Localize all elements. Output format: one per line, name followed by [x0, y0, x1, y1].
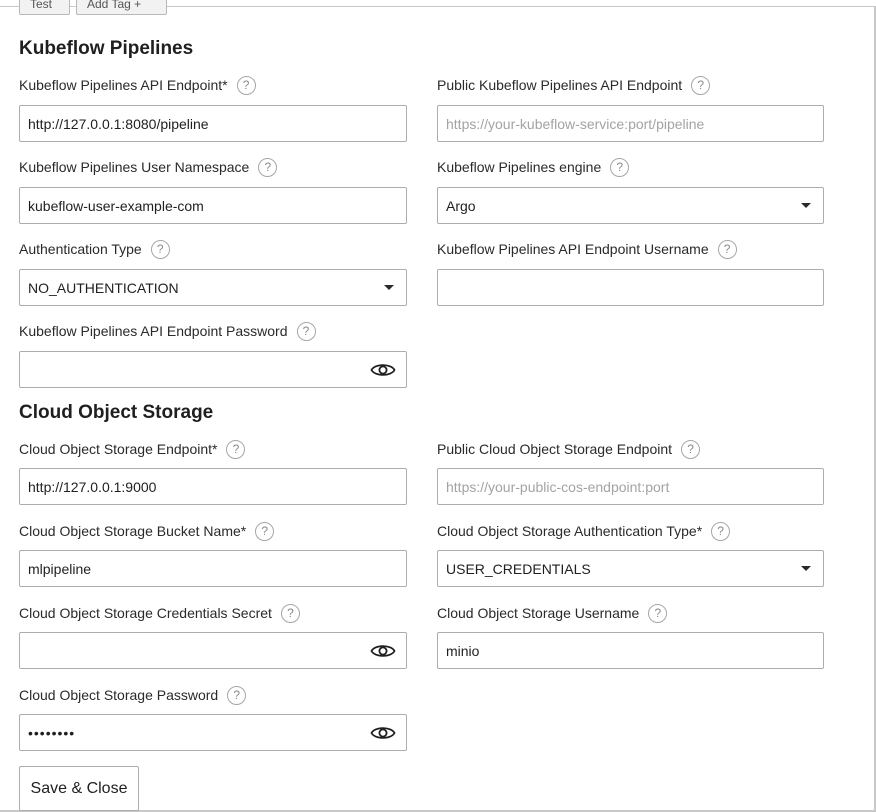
help-icon[interactable]: ?	[718, 240, 737, 259]
kfp-engine-label	[437, 157, 629, 177]
caret-down-icon	[801, 203, 811, 208]
help-icon[interactable]: ?	[227, 686, 246, 705]
caret-down-icon	[801, 566, 811, 571]
kfp-engine-value: Argo	[446, 197, 476, 214]
cos-password-value: ••••••••	[28, 724, 76, 741]
cos-password-label	[19, 685, 246, 705]
cos-endpoint-input[interactable]	[19, 468, 407, 505]
kfp-public-api-endpoint-label	[437, 75, 710, 95]
cos-auth-type-label	[437, 521, 730, 541]
cos-username-input[interactable]	[437, 632, 824, 669]
kfp-api-endpoint-label-text: Kubeflow Pipelines API Endpoint*	[19, 77, 228, 93]
cos-bucket-label	[19, 521, 274, 541]
cos-endpoint-value: http://127.0.0.1:9000	[28, 478, 157, 495]
kfp-public-api-endpoint-label-text: Public Kubeflow Pipelines API Endpoint	[437, 77, 683, 93]
kfp-user-namespace-label-text: Kubeflow Pipelines User Namespace	[19, 159, 250, 175]
cos-auth-type-value: USER_CREDENTIALS	[446, 560, 591, 577]
cos-auth-type-label-text: Cloud Object Storage Authentication Type*	[437, 523, 703, 539]
cos-credentials-secret-label-text: Cloud Object Storage Credentials Secret	[19, 605, 272, 621]
kfp-auth-type-label	[19, 239, 170, 259]
help-icon[interactable]: ?	[151, 240, 170, 259]
help-icon[interactable]: ?	[681, 440, 700, 459]
save-and-close-button[interactable]: Save & Close	[19, 766, 139, 811]
cos-endpoint-label-text: Cloud Object Storage Endpoint*	[19, 441, 218, 457]
kfp-user-namespace-label	[19, 157, 277, 177]
cos-bucket-value: mlpipeline	[28, 560, 92, 577]
section-title-kubeflow: Kubeflow Pipelines	[19, 38, 194, 59]
cos-password-label-text: Cloud Object Storage Password	[19, 687, 219, 703]
help-icon[interactable]: ?	[648, 604, 667, 623]
cos-public-endpoint-input[interactable]	[437, 468, 824, 505]
eye-icon[interactable]	[370, 361, 396, 379]
help-icon[interactable]: ?	[281, 604, 300, 623]
kfp-engine-label-text: Kubeflow Pipelines engine	[437, 159, 602, 175]
cos-endpoint-label	[19, 439, 245, 459]
kfp-engine-select[interactable]	[437, 187, 824, 224]
kfp-api-password-label-text: Kubeflow Pipelines API Endpoint Password	[19, 323, 288, 339]
help-icon[interactable]: ?	[691, 76, 710, 95]
kfp-auth-type-label-text: Authentication Type	[19, 241, 142, 257]
caret-down-icon	[384, 285, 394, 290]
help-icon[interactable]: ?	[297, 322, 316, 341]
cos-public-endpoint-label-text: Public Cloud Object Storage Endpoint	[437, 441, 673, 457]
kfp-public-api-endpoint-placeholder: https://your-kubeflow-service:port/pipeline	[446, 115, 705, 132]
cos-public-endpoint-placeholder: https://your-public-cos-endpoint:port	[446, 478, 670, 495]
cos-bucket-label-text: Cloud Object Storage Bucket Name*	[19, 523, 247, 539]
help-icon[interactable]: ?	[226, 440, 245, 459]
kfp-api-endpoint-value: http://127.0.0.1:8080/pipeline	[28, 115, 209, 132]
kfp-api-username-label-text: Kubeflow Pipelines API Endpoint Username	[437, 241, 709, 257]
cos-username-value: minio	[446, 642, 480, 659]
kfp-auth-type-value: NO_AUTHENTICATION	[28, 279, 179, 296]
kfp-user-namespace-value: kubeflow-user-example-com	[28, 197, 204, 214]
cos-public-endpoint-label	[437, 439, 700, 459]
cos-password-input[interactable]	[19, 714, 407, 751]
kfp-user-namespace-input[interactable]	[19, 187, 407, 224]
help-icon[interactable]: ?	[711, 522, 730, 541]
cos-auth-type-select[interactable]	[437, 550, 824, 587]
section-title-cos: Cloud Object Storage	[19, 402, 214, 423]
eye-icon[interactable]	[370, 724, 396, 742]
kfp-api-endpoint-label	[19, 75, 256, 95]
kfp-api-password-input[interactable]	[19, 351, 407, 388]
cos-username-label-text: Cloud Object Storage Username	[437, 605, 640, 621]
tag-test-button[interactable]: Test	[19, 0, 70, 15]
help-icon[interactable]: ?	[258, 158, 277, 177]
eye-icon[interactable]	[370, 642, 396, 660]
kfp-api-endpoint-input[interactable]	[19, 105, 407, 142]
add-tag-button[interactable]: Add Tag +	[76, 0, 167, 15]
help-icon[interactable]: ?	[237, 76, 256, 95]
help-icon[interactable]: ?	[610, 158, 629, 177]
kfp-api-username-input[interactable]	[437, 269, 824, 306]
cos-credentials-secret-input[interactable]	[19, 632, 407, 669]
cos-username-label	[437, 603, 667, 623]
kfp-auth-type-select[interactable]	[19, 269, 407, 306]
help-icon[interactable]: ?	[255, 522, 274, 541]
cos-credentials-secret-label	[19, 603, 300, 623]
cos-bucket-input[interactable]	[19, 550, 407, 587]
kfp-public-api-endpoint-input[interactable]	[437, 105, 824, 142]
kfp-api-password-label	[19, 321, 316, 341]
kfp-api-username-label	[437, 239, 737, 259]
